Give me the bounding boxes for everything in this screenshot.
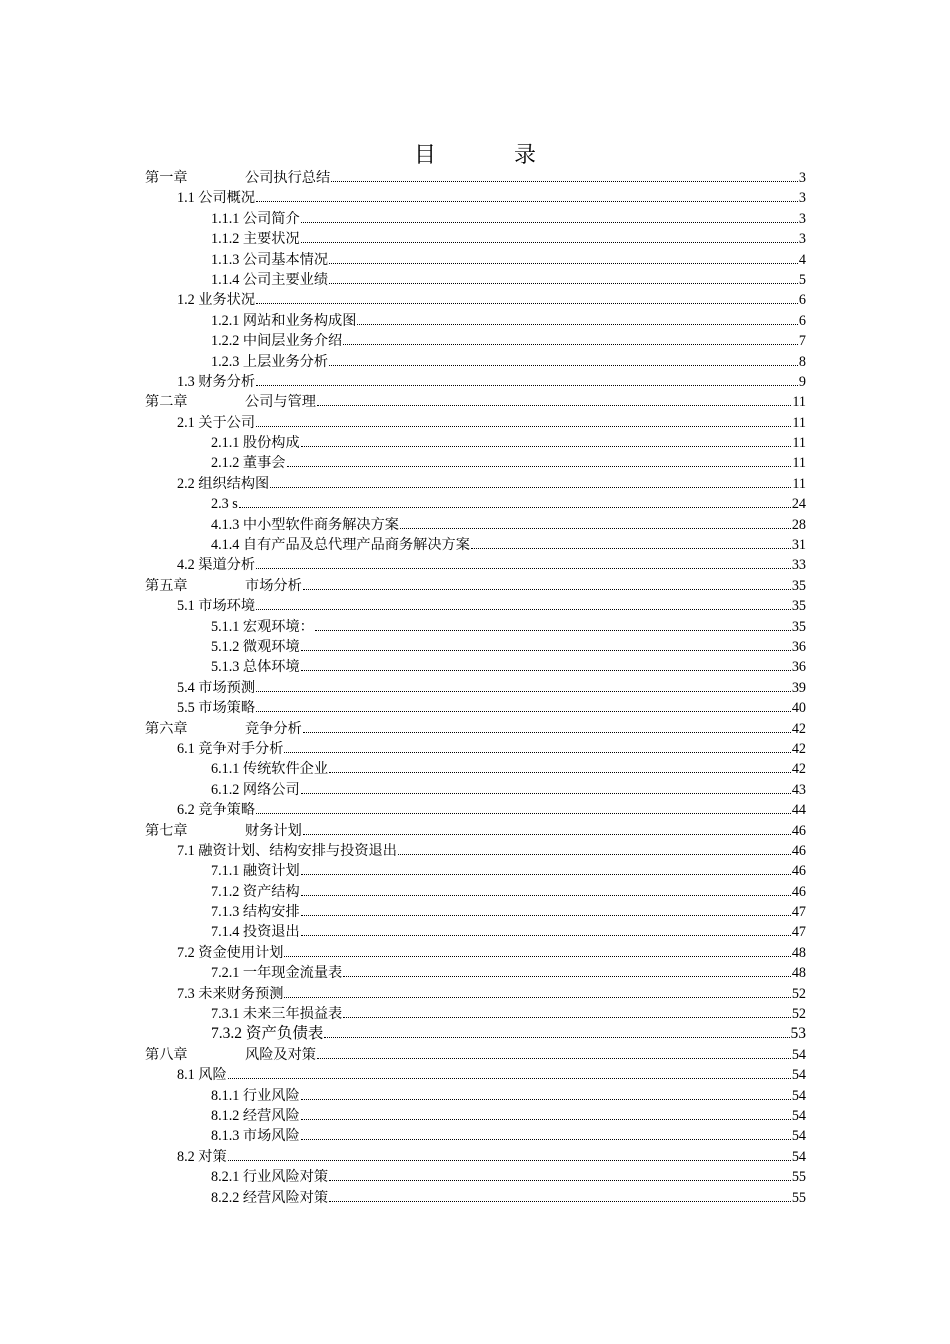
toc-entry-title: 7.1 融资计划、结构安排与投资退出 (177, 842, 397, 859)
toc-section-entry[interactable] (145, 372, 806, 392)
toc-dot-leader (301, 221, 798, 223)
toc-dot-leader (317, 1057, 791, 1059)
toc-subsection-entry[interactable] (145, 922, 806, 942)
toc-section-entry[interactable] (145, 943, 806, 963)
toc-dot-leader (301, 792, 791, 794)
toc-chapter-number: 第一章 (145, 170, 188, 186)
toc-dot-leader (284, 955, 790, 957)
toc-section-entry[interactable] (145, 413, 806, 433)
toc-entry-title: 5.1 市场环境 (177, 598, 256, 615)
toc-entry-title: 财务计划 (245, 822, 302, 839)
toc-entry-title: 6.2 竞争策略 (177, 802, 256, 819)
toc-section-entry[interactable] (145, 800, 806, 820)
toc-page-number: 44 (791, 802, 806, 819)
toc-entry-title: 1.2 业务状况 (177, 292, 256, 309)
toc-page-number: 33 (791, 557, 806, 574)
toc-page-number: 54 (791, 1128, 806, 1145)
toc-chapter-entry[interactable] (145, 168, 806, 188)
toc-subsection-entry[interactable] (145, 250, 806, 270)
toc-page-number: 11 (792, 414, 806, 431)
toc-entry-title: 竞争分析 (245, 720, 302, 737)
toc-page-number: 24 (791, 496, 806, 513)
toc-dot-leader (301, 894, 791, 896)
toc-dot-leader (357, 323, 797, 325)
toc-subsection-entry[interactable] (145, 1126, 806, 1146)
toc-section-entry[interactable] (145, 474, 806, 494)
toc-section-entry[interactable] (145, 1065, 806, 1085)
toc-entry-title: 1.2.3 上层业务分析 (211, 353, 329, 370)
toc-page-number: 8 (798, 353, 806, 370)
toc-entry-title: 1.2.2 中间层业务介绍 (211, 333, 343, 350)
toc-subsection-entry[interactable] (145, 1167, 806, 1187)
toc-dot-leader (329, 771, 791, 773)
toc-dot-leader (317, 404, 791, 406)
toc-page-number: 54 (791, 1067, 806, 1084)
toc-dot-leader (256, 302, 798, 304)
toc-entry-title: 1.1.2 主要状况 (211, 231, 300, 248)
toc-page-number: 42 (791, 740, 806, 757)
toc-entry-title: 8.1.3 市场风险 (211, 1128, 300, 1145)
toc-page-number: 48 (791, 965, 806, 982)
toc-dot-leader (301, 445, 792, 447)
toc-page-number: 7 (798, 333, 806, 350)
toc-dot-leader (303, 833, 791, 835)
toc-dot-leader (398, 853, 791, 855)
toc-dot-leader (301, 914, 791, 916)
toc-page-number: 36 (791, 659, 806, 676)
toc-heading: 目 录 (413, 142, 564, 167)
toc-subsection-entry[interactable] (145, 229, 806, 249)
toc-dot-leader (301, 241, 798, 243)
toc-entry-title: 2.1 关于公司 (177, 414, 256, 431)
toc-subsection-entry[interactable] (145, 780, 806, 800)
toc-dot-leader (471, 547, 791, 549)
toc-entry-title: 7.1.4 投资退出 (211, 924, 300, 941)
toc-dot-leader (301, 669, 791, 671)
toc-page-number: 55 (791, 1189, 806, 1206)
toc-page-number: 3 (798, 210, 806, 227)
toc-subsection-entry[interactable] (145, 861, 806, 881)
toc-subsection-entry[interactable] (145, 963, 806, 983)
toc-dot-leader (256, 425, 791, 427)
toc-dot-leader (256, 567, 791, 569)
toc-page-number: 5 (798, 271, 806, 288)
toc-subsection-entry[interactable] (145, 637, 806, 657)
toc-dot-leader (329, 1200, 791, 1202)
toc-entry-title: 4.1.3 中小型软件商务解决方案 (211, 516, 399, 533)
toc-entry-title: 5.5 市场策略 (177, 700, 256, 717)
toc-page-number: 55 (791, 1169, 806, 1186)
toc-subsection-entry[interactable] (145, 882, 806, 902)
toc-subsection-entry[interactable] (145, 759, 806, 779)
toc-subsection-entry[interactable] (145, 617, 806, 637)
toc-page-number: 35 (791, 618, 806, 635)
toc-entry-title: 公司与管理 (245, 394, 316, 411)
toc-subsection-entry[interactable] (145, 311, 806, 331)
toc-chapter-entry[interactable] (145, 719, 806, 739)
toc-page-number: 53 (790, 1025, 806, 1043)
toc-page-number: 46 (791, 883, 806, 900)
toc-entry-title: 7.3.1 未来三年损益表 (211, 1006, 343, 1023)
toc-chapter-entry[interactable] (145, 576, 806, 596)
toc-dot-leader (256, 690, 791, 692)
toc-dot-leader (239, 506, 791, 508)
toc-section-entry[interactable] (145, 290, 806, 310)
toc-subsection-entry[interactable] (145, 494, 806, 514)
toc-dot-leader (329, 1179, 791, 1181)
toc-subsection-entry[interactable] (145, 1024, 806, 1044)
toc-subsection-entry[interactable] (145, 1086, 806, 1106)
toc-entry-title: 市场分析 (245, 577, 302, 594)
toc-dot-leader (324, 1036, 789, 1038)
toc-page-number: 3 (798, 190, 806, 207)
toc-entry-title: 8.1.2 经营风险 (211, 1107, 300, 1124)
toc-dot-leader (256, 200, 798, 202)
toc-dot-leader (270, 486, 791, 488)
toc-entry-title: 7.3 未来财务预测 (177, 985, 284, 1002)
toc-subsection-entry[interactable] (145, 453, 806, 473)
toc-page-number: 48 (791, 944, 806, 961)
toc-chapter-number: 第六章 (145, 720, 188, 737)
toc-page-number: 52 (791, 985, 806, 1002)
toc-dot-leader (400, 527, 791, 529)
toc-subsection-entry[interactable] (145, 331, 806, 351)
toc-page-number: 4 (798, 251, 806, 268)
toc-entry-title: 6.1.2 网络公司 (211, 781, 300, 798)
toc-subsection-entry[interactable] (145, 209, 806, 229)
toc-page-number: 54 (791, 1046, 806, 1063)
toc-entry-title: 8.2.1 行业风险对策 (211, 1169, 329, 1186)
toc-page-number: 43 (791, 781, 806, 798)
toc-entry-title: 8.1.1 行业风险 (211, 1087, 300, 1104)
toc-page-number: 6 (798, 292, 806, 309)
toc-entry-title: 1.2.1 网站和业务构成图 (211, 312, 357, 329)
toc-subsection-entry[interactable] (145, 1106, 806, 1126)
toc-page-number: 31 (791, 537, 806, 554)
toc-page-number: 47 (791, 924, 806, 941)
toc-entry-title: 5.1.2 微观环境 (211, 638, 300, 655)
toc-entry-title: 7.2 资金使用计划 (177, 944, 284, 961)
toc-page-number: 35 (791, 598, 806, 615)
toc-entry-title: 1.3 财务分析 (177, 373, 256, 390)
toc-subsection-entry[interactable] (145, 1004, 806, 1024)
toc-page-number: 28 (791, 516, 806, 533)
toc-section-entry[interactable] (145, 596, 806, 616)
toc-dot-leader (343, 343, 798, 345)
toc-subsection-entry[interactable] (145, 1188, 806, 1208)
toc-dot-leader (303, 588, 791, 590)
toc-page-number: 42 (791, 720, 806, 737)
toc-page-number: 11 (792, 435, 806, 452)
toc-page-number: 40 (791, 700, 806, 717)
toc-section-entry[interactable] (145, 555, 806, 575)
toc-page-number: 47 (791, 904, 806, 921)
toc-subsection-entry[interactable] (145, 657, 806, 677)
toc-page-number: 42 (791, 761, 806, 778)
toc-dot-leader (301, 1138, 791, 1140)
toc-page-number: 54 (791, 1087, 806, 1104)
toc-page-number: 35 (791, 577, 806, 594)
toc-entry-title: 1.1 公司概况 (177, 190, 256, 207)
toc-page-number: 9 (798, 373, 806, 390)
toc-chapter-number: 第五章 (145, 577, 188, 594)
toc-entry-title: 1.1.3 公司基本情况 (211, 251, 329, 268)
table-of-contents (145, 168, 806, 1208)
toc-dot-leader (329, 282, 798, 284)
toc-entry-title: 公司执行总结 (245, 170, 331, 186)
toc-entry-title: 2.1.2 董事会 (211, 455, 286, 472)
toc-dot-leader (284, 751, 790, 753)
toc-dot-leader (228, 1077, 791, 1079)
toc-subsection-entry[interactable] (145, 902, 806, 922)
toc-section-entry[interactable] (145, 984, 806, 1004)
toc-entry-title: 5.1.1 宏观环境： (211, 618, 314, 635)
toc-entry-title: 4.2 渠道分析 (177, 557, 256, 574)
toc-dot-leader (331, 180, 798, 182)
toc-dot-leader (301, 934, 791, 936)
toc-page-number: 46 (791, 822, 806, 839)
toc-dot-leader (284, 996, 790, 998)
toc-entry-title: 7.1.2 资产结构 (211, 883, 300, 900)
toc-page-number: 36 (791, 638, 806, 655)
toc-section-entry[interactable] (145, 678, 806, 698)
toc-entry-title: 2.2 组织结构图 (177, 475, 270, 492)
toc-section-entry[interactable] (145, 188, 806, 208)
toc-page-number: 46 (791, 842, 806, 859)
toc-subsection-entry[interactable] (145, 535, 806, 555)
toc-section-entry[interactable] (145, 739, 806, 759)
toc-subsection-entry[interactable] (145, 352, 806, 372)
toc-dot-leader (256, 384, 798, 386)
toc-entry-title: 7.1.1 融资计划 (211, 863, 300, 880)
toc-entry-title: 1.1.1 公司简介 (211, 210, 300, 227)
toc-dot-leader (301, 1098, 791, 1100)
toc-entry-title: 4.1.4 自有产品及总代理产品商务解决方案 (211, 537, 470, 554)
toc-dot-leader (303, 731, 791, 733)
toc-dot-leader (228, 1159, 791, 1161)
toc-entry-title: 8.2 对策 (177, 1148, 227, 1165)
toc-dot-leader (287, 465, 792, 467)
toc-page-number: 39 (791, 679, 806, 696)
toc-entry-title: 1.1.4 公司主要业绩 (211, 271, 329, 288)
toc-subsection-entry[interactable] (145, 515, 806, 535)
toc-subsection-entry[interactable] (145, 270, 806, 290)
toc-entry-title: 2.1.1 股份构成 (211, 435, 300, 452)
toc-page-number: 11 (792, 475, 806, 492)
toc-page-number: 3 (798, 170, 806, 186)
toc-chapter-number: 第八章 (145, 1046, 188, 1063)
toc-page-number: 46 (791, 863, 806, 880)
toc-subsection-entry[interactable] (145, 433, 806, 453)
toc-entry-title: 2.3 s (211, 496, 238, 513)
toc-entry-title: 8.1 风险 (177, 1067, 227, 1084)
toc-dot-leader (256, 608, 791, 610)
toc-section-entry[interactable] (145, 1147, 806, 1167)
toc-entry-title: 5.1.3 总体环境 (211, 659, 300, 676)
toc-chapter-entry[interactable] (145, 1045, 806, 1065)
toc-section-entry[interactable] (145, 698, 806, 718)
toc-entry-title: 5.4 市场预测 (177, 679, 256, 696)
toc-entry-title: 8.2.2 经营风险对策 (211, 1189, 329, 1206)
toc-page-number: 3 (798, 231, 806, 248)
toc-dot-leader (301, 873, 791, 875)
toc-page-number: 52 (791, 1006, 806, 1023)
toc-dot-leader (256, 710, 791, 712)
toc-entry-title: 风险及对策 (245, 1046, 316, 1063)
toc-section-entry[interactable] (145, 841, 806, 861)
toc-chapter-number: 第二章 (145, 394, 188, 411)
toc-chapter-entry[interactable] (145, 821, 806, 841)
toc-chapter-number: 第七章 (145, 822, 188, 839)
toc-entry-title: 6.1 竞争对手分析 (177, 740, 284, 757)
toc-entry-title: 7.2.1 一年现金流量表 (211, 965, 343, 982)
toc-page-number: 54 (791, 1107, 806, 1124)
toc-page-number: 6 (798, 312, 806, 329)
toc-page-number: 11 (792, 455, 806, 472)
toc-dot-leader (329, 364, 798, 366)
toc-dot-leader (301, 649, 791, 651)
toc-page-number: 54 (791, 1148, 806, 1165)
toc-dot-leader (343, 1016, 791, 1018)
toc-entry-title: 7.1.3 结构安排 (211, 904, 300, 921)
toc-dot-leader (315, 629, 791, 631)
toc-entry-title: 6.1.1 传统软件企业 (211, 761, 329, 778)
toc-page-number: 11 (792, 394, 806, 411)
toc-dot-leader (301, 1118, 791, 1120)
toc-dot-leader (256, 812, 791, 814)
toc-dot-leader (343, 975, 791, 977)
toc-dot-leader (329, 262, 798, 264)
toc-entry-title: 7.3.2 资产负债表 (211, 1025, 324, 1043)
toc-chapter-entry[interactable] (145, 392, 806, 412)
